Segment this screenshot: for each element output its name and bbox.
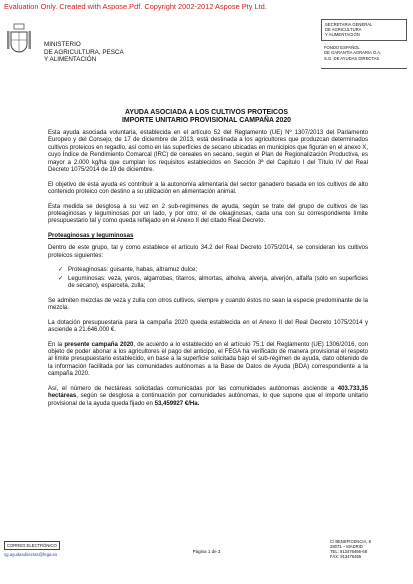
- list-item-text: Leguminosas: veza, yeros, algarrobas, titarros, almortas, alholva, alverja, alverjón, alfalfa (sólo en superficies de secano), esparceta, zulla;: [68, 275, 368, 290]
- paragraph: Dentro de este grupo, tal y como establece el artículo 34.2 del Real Decreto 1075/2014, se consideran los cultivos proteicos siguientes:: [48, 245, 368, 259]
- header-divider: [321, 68, 407, 69]
- address-line: 28071 – MADRID: [330, 544, 363, 550]
- address-line: TEL: 913476466-68: [330, 549, 368, 555]
- fega-line: S.G. DE AYUDAS DIRECTAS: [324, 55, 380, 61]
- checkmark-icon: ✓: [58, 275, 64, 282]
- paragraph: [48, 342, 368, 379]
- address-block: [330, 539, 371, 559]
- address-line: FAX: 913476465: [330, 554, 362, 560]
- ministry-line: Y ALIMENTACIÓN: [44, 56, 97, 64]
- fega-header: [324, 45, 410, 61]
- paragraph: Esta ayuda asociada voluntaria, establecida en el artículo 52 del Reglamento (UE) Nº 1307/2013 del Parlamento Europeo y del Consejo, de 17 de diciembre de 2013, está destinada a los agricultores que produzcan determinados cultivos proteicos en regadío, así como en las superficies de secano ubicadas en municipios que figuran en el anexo X, cuyo Índice de Rendimiento Comarcal (IRC) de cereales en secano, según el Plan de Regionalización Productiva, es mayor a 2.000 kg/ha que cumplan los requisitos establecidos en Sección 3ª del Capítulo I del Título IV del Real Decreto 1075/2014 de 19 de diciembre.: [48, 130, 368, 174]
- paragraph: Se admiten mezclas de veza y zulla con otros cultivos, siempre y cuando éstos no sean la especie predominante de la mezcla.: [48, 297, 368, 312]
- coat-of-arms-icon: [6, 22, 32, 58]
- email-label-box: CORREO ELECTRÓNICO: [4, 541, 60, 550]
- secretariat-line: SECRETARIA GENERAL: [325, 22, 373, 27]
- paragraph: El objetivo de esta ayuda es contribuir a la autonomía alimentaria del sector ganadero basada en los cultivos de alto contenido proteico con destino a su utilización en alimentación animal.: [48, 181, 368, 196]
- paragraph: La dotación presupuestaria para la campaña 2020 queda establecida en el Anexo II del Real Decreto 1075/2014 y asciende a 21.646.000 €.: [48, 319, 368, 334]
- text-run: Así, el número de hectáreas solicitadas comunicadas por las comunidades autónomas asciende a: [48, 385, 338, 392]
- list-item: [58, 275, 368, 291]
- secretariat-line: DE AGRICULTURA: [325, 27, 362, 33]
- text-run: , según se desglosa a continuación por comunidades autónomas, lo que supone que el importe unitario provisional de la ayuda queda fijado en: [48, 393, 368, 407]
- fega-line: DE GARANTÍA AGRARIA O.A.: [324, 50, 382, 56]
- text-run: En la: [48, 341, 65, 348]
- bold-text: presente campaña 2020: [64, 341, 134, 348]
- email-link[interactable]: sg.ayudasdirectas@fega.es: [4, 552, 58, 557]
- checkmark-icon: ✓: [58, 267, 64, 274]
- fega-line: FONDO ESPAÑOL: [324, 45, 360, 50]
- bold-text: 403.733,35 hectáreas: [48, 385, 368, 400]
- ministry-name: [44, 41, 124, 64]
- crop-list: [48, 267, 368, 290]
- list-item-text: Proteaginosas: guisante, habas, altramuz dulce;: [68, 267, 198, 274]
- secretariat-box: [321, 19, 407, 41]
- document-title: [0, 109, 413, 125]
- ministry-line: MINISTERIO: [44, 41, 81, 48]
- ministry-line: DE AGRICULTURA, PESCA: [44, 48, 124, 56]
- title-line: AYUDA ASOCIADA A LOS CULTIVOS PROTEICOS: [125, 109, 288, 116]
- paragraph: [48, 386, 368, 408]
- secretariat-line: Y ALIMENTACIÓN: [325, 32, 360, 38]
- page-number: Página 1 de 3: [192, 549, 221, 554]
- document-body: [48, 130, 368, 415]
- section-heading: Proteaginosas y leguminosas: [48, 233, 134, 240]
- bold-text: 53,459927 €/Ha.: [154, 400, 200, 407]
- title-line: IMPORTE UNITARIO PROVISIONAL CAMPAÑA 2020: [122, 117, 291, 124]
- watermark-text: Evaluation Only. Created with Aspose.Pdf. Copyright 2002-2012 Aspose Pty Ltd.: [4, 2, 267, 11]
- paragraph: Esta medida se desglosa a su vez en 2 sub-regímenes de ayuda, según se trate del grupo de cultivos de las proteaginosas y leguminosas por un lado, y por otro, el de oleaginosas, cada una con su correspondiente límite presupuestario tal y como queda reflejado en el Anexo II del citado Real Decreto.: [48, 203, 368, 225]
- address-line: C/ BENEFICENCIA, 8: [330, 539, 371, 544]
- text-run: , de acuerdo a lo establecido en el artículo 75.1 del Reglamento (UE) 1306/2016, con objeto de poder abonar a los agricultores el pago del anticipo, el FEGA ha verificado de manera provisional el respeto al límite presupuestario establecido, en base a la superficie solicitada bajo el sub-régimen de ayuda, dato obtenido de la información facilitada por las comunidades autónomas a la Base de Datos de Ayuda (BDA) correspondiente a la campaña 2020.: [48, 341, 368, 378]
- list-item: [58, 267, 368, 274]
